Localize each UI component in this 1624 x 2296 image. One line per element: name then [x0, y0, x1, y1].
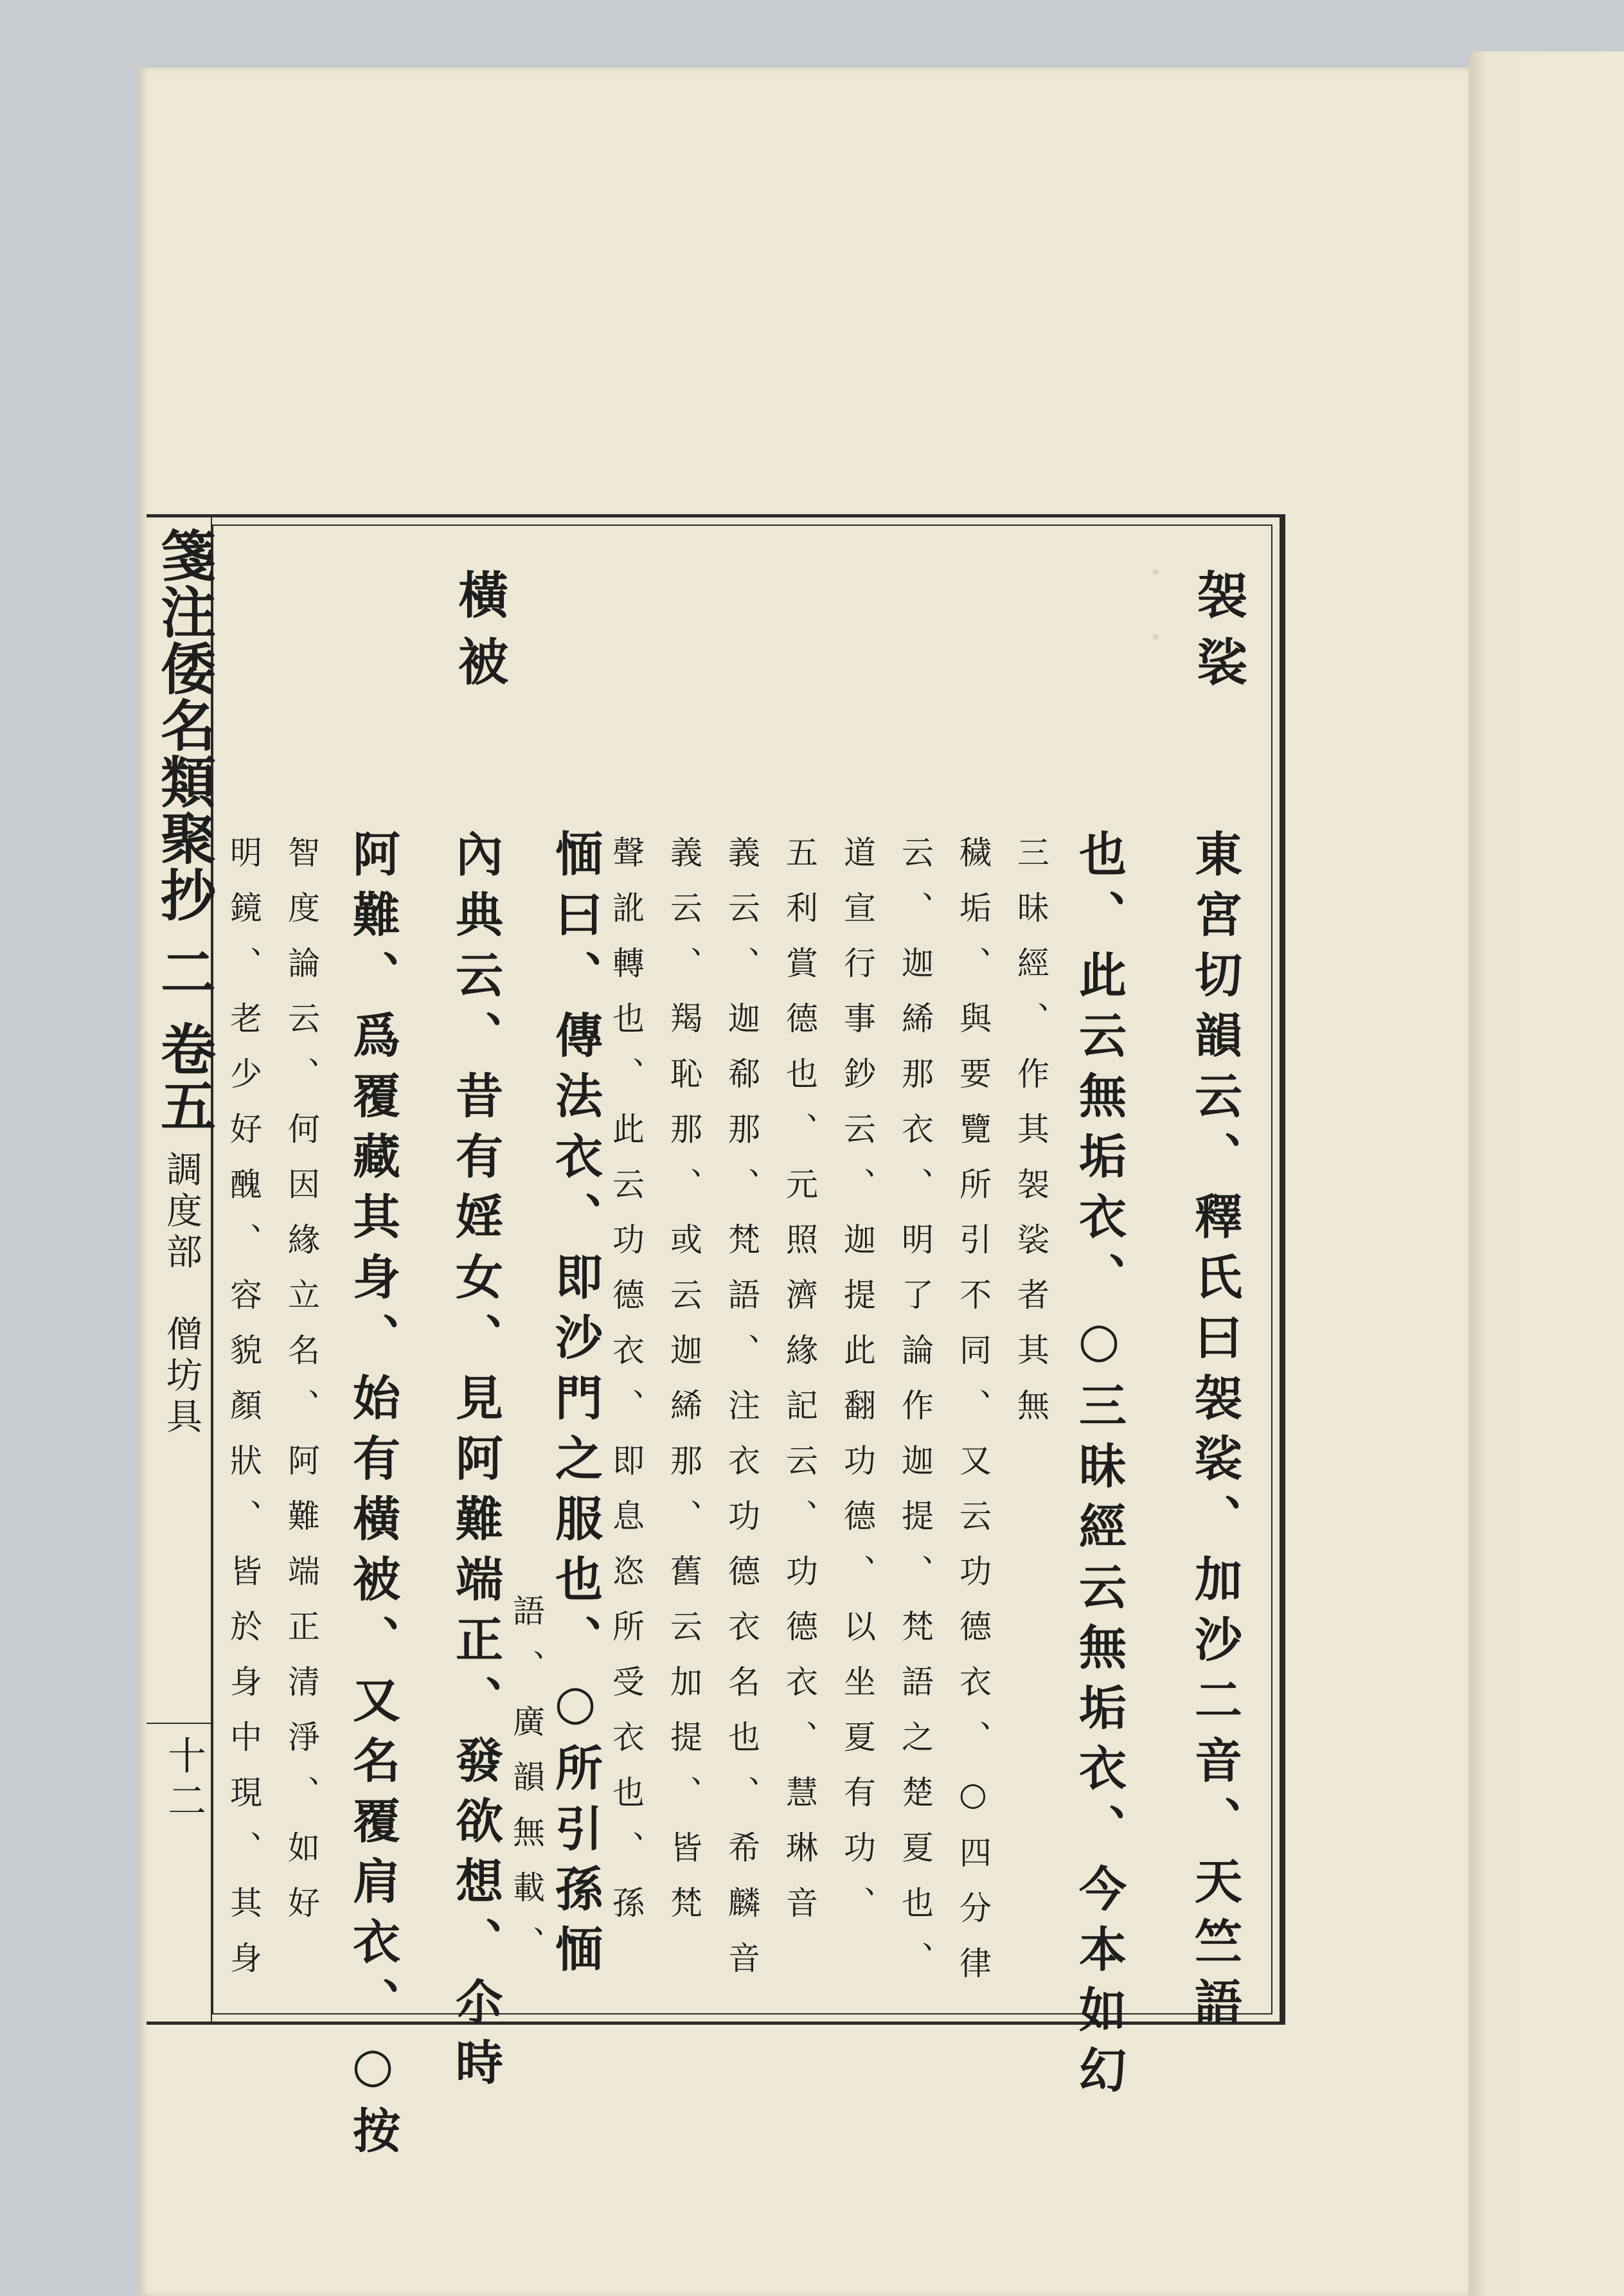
- show-through-marks: · ·: [1131, 566, 1179, 663]
- entry-heading-kesa: 袈裟: [1189, 569, 1247, 703]
- margin-section-label: 調度部 僧坊具: [161, 1151, 202, 1439]
- page-gutter: [1468, 58, 1483, 2296]
- text-column: 東宮切韻云、釋氏曰袈裟、加沙二音、天竺語: [1187, 829, 1242, 2038]
- text-column: 義云、迦郗那、梵語、注衣功德衣名也、希麟音: [723, 836, 760, 1996]
- folio-rule: [147, 1723, 212, 1724]
- text-column: 愐曰、傳法衣、即沙門之服也、○所引孫愐: [548, 829, 603, 1985]
- text-column: 穢垢、與要覽所引不同、又云功德衣、○四分律: [954, 836, 992, 2002]
- text-column: 三昧經、作其袈裟者其無: [1012, 836, 1049, 1444]
- entry-heading-ohi: 橫被: [450, 569, 508, 703]
- next-page-edge: [1472, 51, 1624, 2296]
- text-column: 阿難、爲覆藏其身、始有橫被、又名覆肩衣、○按: [345, 829, 400, 2166]
- text-column: 云、迦絺那衣、明了論作迦提、梵語之楚夏也、: [897, 836, 934, 1996]
- text-column: 五利賞德也、元照濟緣記云、功德衣、慧琳音: [781, 836, 818, 1941]
- text-column: 明鏡、老少好醜、容貌顏狀、皆於身中現、其身: [225, 836, 262, 1996]
- text-column: 智度論云、何因緣立名、阿難端正清淨、如好: [283, 836, 320, 1941]
- text-column: 內典云、昔有婬女、見阿難端正、發欲想、尒時: [448, 829, 503, 2098]
- margin-book-title: 箋注倭名類聚抄 二 卷五: [151, 527, 216, 1134]
- text-column: 義云、羯恥那、或云迦絺那、舊云加提、皆梵: [665, 836, 702, 1941]
- text-column: 道宣行事鈔云、迦提此翻功德、以坐夏有功、: [839, 836, 876, 1941]
- text-column: 也、此云無垢衣、○三昧經云無垢衣、今本如幻: [1071, 829, 1127, 2106]
- text-column: 語、廣韻無載、: [508, 1594, 545, 1981]
- text-column: 聲訛轉也、此云功德衣、即息恣所受衣也、孫: [607, 836, 645, 1941]
- folio-number: 十二: [161, 1735, 206, 1825]
